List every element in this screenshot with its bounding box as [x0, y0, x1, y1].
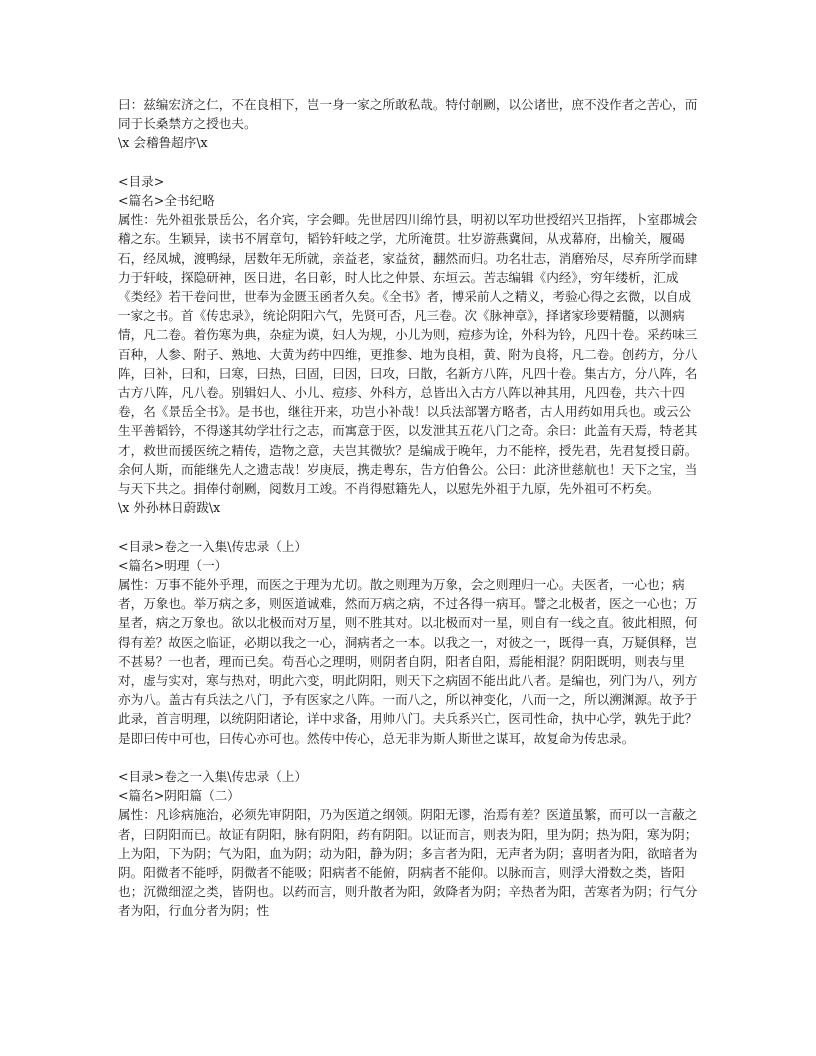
spacer [118, 153, 700, 172]
section-directory: <目录>卷之一入集\传忠录（上） [118, 538, 308, 554]
section-title: <篇名>明理（一） [118, 557, 228, 573]
section-body: 属性：万事不能外乎理，而医之于理为尤切。散之则理为万象，会之则理归一心。夫医者，一心也；病者，万象也。举万病之多，则医道诚难，然而万病之病，不过各得一病耳。譬之北极者，医之一心也；万星者，病之万象也。欲以北极而对万星，则不胜其对。以北极而对一星，则自有一线之直。彼此相照，何得有差？故医之临证，必期以我之一心，洞病者之一本。以我之一，对彼之一，既得一真，万疑俱释，岂不甚易？一也者，理而已矣。苟吾心之理明，则阴者自阴，阳者自阳，焉能相混？阴阳既明，则表与里对，虚与实对，寒与热对，明此六变，明此阴阳，则天下之病固不能出此八者。是编也，列门为八，列方亦为八。盖古有兵法之八门，予有医家之八阵。一而八之，所以神变化，八而一之，所以溯渊源。故予于此录，首言明理，以统阴阳诸论，详中求备，用帅八门。夫兵系兴亡，医司性命，执中心学，孰先于此？是即曰传中可也，曰传心亦可也。然传中传心，总无非为斯人斯世之谋耳，故复命为传忠录。 [118, 577, 698, 746]
document-page [118, 95, 700, 921]
section-body: 属性：凡诊病施治，必须先审阴阳，乃为医道之纲领。阴阳无谬，治焉有差？医道虽繁，而可以一言蔽之者，曰阴阳而已。故证有阴阳，脉有阴阳，药有阴阳。以证而言，则表为阳，里为阴；热为阳，寒为阴；上为阳，下为阴；气为阳，血为阴；动为阳，静为阴；多言者为阳，无声者为阴；喜明者为阳，欲暗者为阴。阳微者不能呼，阴微者不能吸；阳病者不能俯，阴病者不能仰。以脉而言，则浮大滑数之类，皆阳也；沉微细涩之类，皆阴也。以药而言，则升散者为阳，敛降者为阴；辛热者为阳，苦寒者为阴；行气分者为阳，行血分者为阴；性 [118, 807, 698, 919]
intro-signature: \x 会稽鲁超序\x [118, 135, 208, 151]
spacer [118, 517, 700, 536]
section-title: <篇名>全书纪略 [118, 193, 215, 208]
section-directory: <目录>卷之一入集\传忠录（上） [118, 769, 308, 785]
intro-text: 曰：兹编宏济之仁，不在良相下，岂一身一家之所敢私哉。特付剞劂，以公诸世，庶不没作者之苦心，而同于长桑禁方之授也夫。 [118, 97, 698, 132]
section-signature: \x 外孙林日蔚跋\x [118, 500, 221, 516]
spacer [118, 748, 700, 767]
section-body: 属性：先外祖张景岳公，名介宾，字会卿。先世居四川绵竹县，明初以军功世授绍兴卫指挥，卜室郡城会稽之东。生颖异，读书不屑章句，韬钤轩岐之学，尤所淹贯。壮岁游燕冀间，从戎幕府，出榆关，履碣石，经凤城，渡鸭绿，居数年无所就，亲益老，家益贫，翻然而归。功名壮志，消磨殆尽，尽弃所学而肆力于轩岐，探隐研神，医日进，名日彰，时人比之仲景、东垣云。苦志编辑《内经》，穷年缕析，汇成《类经》若干卷问世，世奉为金匮玉函者久矣。《全书》者，博采前人之精义，考验心得之玄微，以自成一家之书。首《传忠录》，统论阴阳六气，先贤可否，凡三卷。次《脉神章》，择诸家珍要精髓，以测病情，凡二卷。着伤寒为典，杂症为谟，妇人为规，小儿为则，痘疹为诠，外科为钤，凡四十卷。采药味三百种，人参、附子、熟地、大黄为药中四维，更推参、地为良相，黄、附为良将，凡二卷。创药方，分八阵，曰补，曰和，曰寒，曰热，曰固，曰因，曰攻，曰散，名新方八阵，凡四十卷。集古方，分八阵，名古方八阵，凡八卷。别辑妇人、小儿、痘疹、外科方，总皆出入古方八阵以神其用，凡四卷，共六十四卷，名《景岳全书》。是书也，继往开来，功岂小补哉！以兵法部署方略者，古人用药如用兵也。或云公生平善韬钤，不得遂其幼学壮行之志，而寓意于医，以发泄其五花八门之奇。余曰：此盖有天焉，特老其才，救世而援医统之精传，造物之意，夫岂其微欤？是编成于晚年，力不能梓，授先君，先君复授日蔚。余何人斯，而能继先人之遗志哉！岁庚辰，携走粤东，告方伯鲁公。公曰：此济世慈航也！天下之宝，当与天下共之。捐俸付剞劂，阅数月工竣。不肖得慰籍先人，以慰先外祖于九原，先外祖可不朽矣。 [118, 212, 698, 497]
section-title: <篇名>阴阳篇（二） [118, 788, 240, 804]
section-directory: <目录> [118, 173, 165, 189]
